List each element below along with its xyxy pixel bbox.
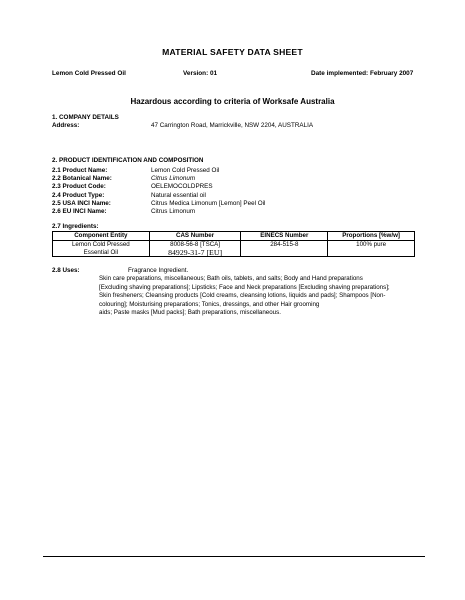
uses-line: Skin care preparations, miscellaneous; Bath oils, tablets, and salts; Body and Hand preparations: [99, 275, 363, 282]
address-value: 47 Carrington Road, Marrickville, NSW 2204, AUSTRALIA: [151, 122, 314, 129]
hazard-heading: Hazardous according to criteria of Worksafe Australia: [130, 97, 335, 106]
cas-eu: 84929-31-7 [EU]: [168, 247, 223, 257]
botanical-name-label: 2.2 Botanical Name:: [52, 175, 112, 182]
product-type-label: 2.4 Product Type:: [52, 192, 105, 199]
product-code-value: OELEMOCOLDPRES: [151, 183, 213, 190]
uses-line: aids; Paste masks [Mud packs]; Bath preparations, miscellaneous.: [99, 309, 281, 317]
document-title: MATERIAL SAFETY DATA SHEET: [162, 47, 303, 57]
product-type-value: Natural essential oil: [151, 192, 206, 199]
product-identification-heading: 2. PRODUCT IDENTIFICATION AND COMPOSITION: [52, 157, 204, 164]
uses-intro: Fragrance Ingredient.: [128, 267, 189, 274]
company-details-heading: 1. COMPANY DETAILS: [52, 114, 119, 121]
footer-divider: [43, 556, 425, 557]
column-header-proportions: Proportions [%w/w]: [328, 232, 415, 241]
uses-list: [99, 275, 429, 318]
botanical-name-value: Citrus Limonum: [151, 175, 196, 182]
cell-proportion: 100% pure: [328, 241, 415, 257]
table-header-row: [53, 232, 415, 241]
component-line-2: Essential Oil: [83, 248, 119, 256]
uses-line: colouring]; Moisturising preparations; Tonics, dressings, and other Hair grooming: [99, 300, 320, 308]
address-label: Address:: [52, 122, 80, 129]
uses-line: [Excluding shaving preparations]; Lipsticks; Face and Neck preparations [Excluding shaving preparations];: [99, 283, 390, 291]
table-row: [53, 241, 415, 257]
column-header-einecs-number: EINECS Number: [241, 232, 328, 241]
eu-inci-name-label: 2.6 EU INCI Name:: [52, 208, 107, 215]
cell-component-entity: [53, 241, 150, 257]
product-code-label: 2.3 Product Code:: [52, 183, 106, 190]
usa-inci-name-label: 2.5 USA INCI Name:: [52, 200, 111, 207]
header-version: Version: 01: [183, 70, 218, 77]
cell-cas-number: [149, 241, 241, 257]
cell-einecs-number: 284-515-8: [241, 241, 328, 257]
eu-inci-name-value: Citrus Limonum: [151, 208, 196, 215]
header-product-name: Lemon Cold Pressed Oil: [52, 70, 126, 77]
uses-line: Skin fresheners; Cleansing products [Cold creams, cleansing lotions, liquids and pads]; Shampoos [Non-: [99, 292, 386, 300]
ingredients-label: 2.7 Ingredients:: [52, 223, 99, 230]
product-name-value: Lemon Cold Pressed Oil: [151, 167, 220, 174]
product-name-label: 2.1 Product Name:: [52, 167, 108, 174]
header-date-implemented: Date implemented: February 2007: [311, 70, 414, 77]
column-header-cas-number: CAS Number: [149, 232, 241, 241]
cas-tsca: 8008-56-8 [TSCA]: [170, 241, 221, 248]
column-header-component-entity: Component Entity: [53, 232, 150, 241]
usa-inci-name-value: Citrus Medica Limonum [Lemon] Peel Oil: [151, 200, 266, 207]
component-line-1: Lemon Cold Pressed: [71, 241, 130, 248]
uses-label: 2.8 Uses:: [52, 267, 80, 274]
ingredients-table: [52, 231, 415, 257]
